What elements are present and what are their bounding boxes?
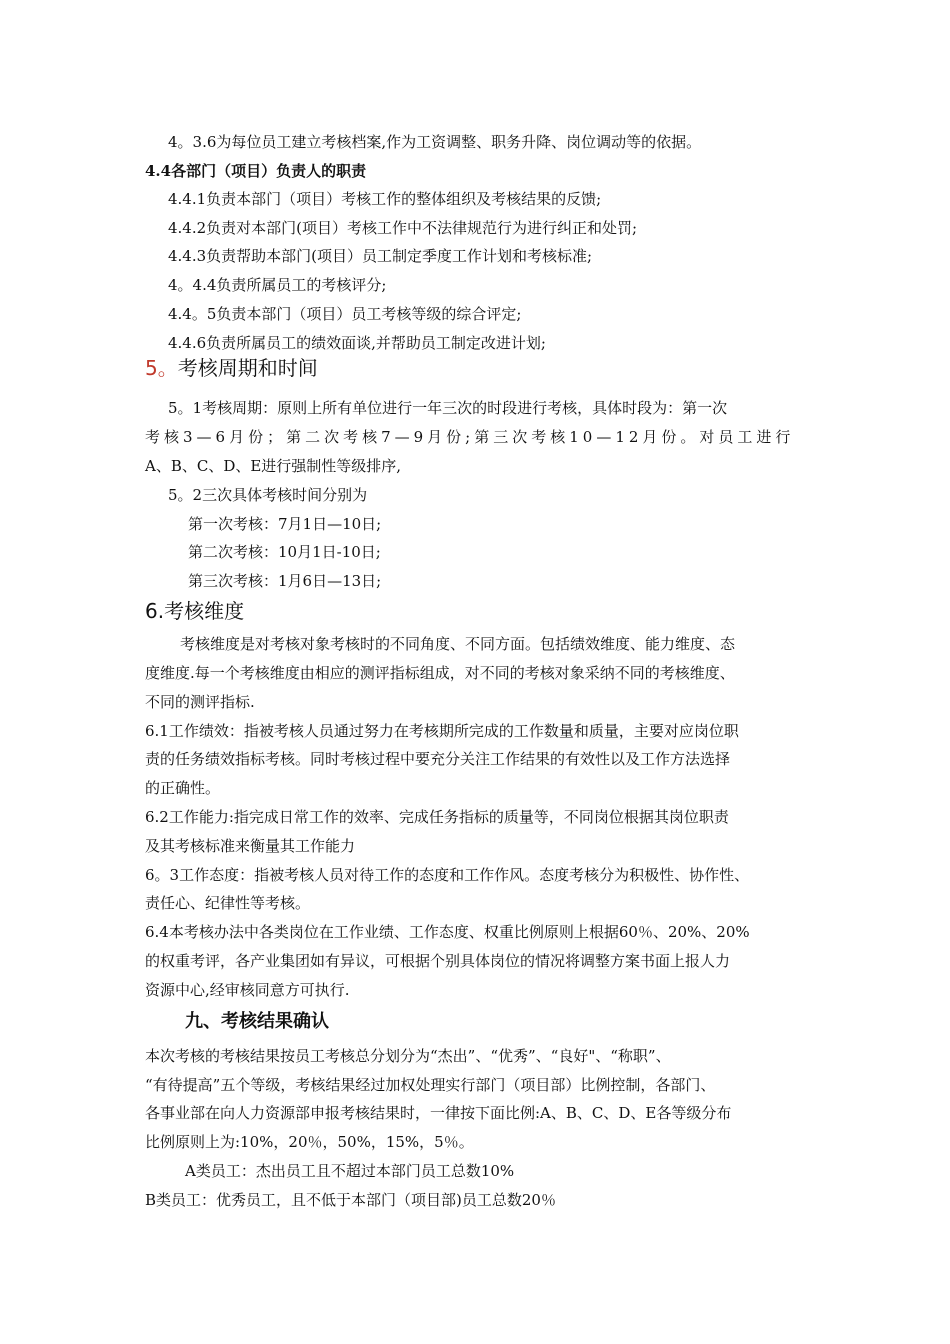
section-heading-9: 九、考核结果确认 [185,1011,329,1032]
clause-6-4-cont-1: 的权重考评，各产业集团如有异议，可根据个别具体岗位的情况将调整方案书面上报人力 [145,952,731,970]
clause-6-1-cont-1: 责的任务绩效指标考核。同时考核过程中要充分关注工作结果的有效性以及工作方法选择 [145,750,731,768]
clause-5-1: 5。1考核周期：原则上所有单位进行一年三次的时段进行考核，具体时段为：第一次 [168,399,728,417]
section-6-intro-cont-2: 不同的测评指标. [145,693,255,711]
section-9-para-3: 各事业部在向人力资源部申报考核结果时，一律按下面比例:A、B、C、D、E各等级分布 [145,1104,732,1122]
section-6-intro: 考核维度是对考核对象考核时的不同角度、不同方面。包括绩效维度、能力维度、态 [180,635,736,653]
clause-6-4: 6.4本考核办法中各类岗位在工作业绩、工作态度、权重比例原则上根据60％、20%、20% [145,923,750,941]
clause-6-3: 6。3工作态度：指被考核人员对待工作的态度和工作作风。态度考核分为积极性、协作性、 [145,866,750,884]
clause-4-4-4: 4。4.4负责所属员工的考核评分; [168,276,387,294]
section-9-para-1: 本次考核的考核结果按员工考核总分划分为“杰出”、“优秀”、“良好"、“称职”、 [145,1047,671,1065]
schedule-second: 第二次考核：10月1日-10日; [188,543,381,561]
section-heading-4-4: 4.4各部门（项目）负责人的职责 [145,162,367,180]
clause-5-1-cont-2: A、B、C、D、E进行强制性等级排序, [145,457,402,475]
clause-6-2: 6.2工作能力:指完成日常工作的效率、完成任务指标的质量等，不同岗位根据其岗位职责 [145,808,729,826]
clause-4-3-6: 4。3.6为每位员工建立考核档案,作为工资调整、职务升降、岗位调动等的依据。 [168,133,702,151]
clause-6-1-cont-2: 的正确性。 [145,779,221,797]
clause-4-4-3: 4.4.3负责帮助本部门(项目）员工制定季度工作计划和考核标准; [168,247,593,265]
clause-6-4-cont-2: 资源中心,经审核同意方可执行. [145,981,350,999]
schedule-third: 第三次考核：1月6日—13日; [188,572,382,590]
section-9-para-4: 比例原则上为:10%，20％，50%，15%，5％。 [145,1133,474,1151]
section-heading-5 [145,355,815,381]
section-title-5: 考核周期和时间 [177,356,318,380]
clause-4-4-1: 4.4.1负责本部门（项目）考核工作的整体组织及考核结果的反馈; [168,190,602,208]
section-9-para-2: “有待提高”五个等级，考核结果经过加权处理实行部门（项目部）比例控制，各部门、 [145,1076,716,1094]
section-6-intro-cont-1: 度维度.每一个考核维度由相应的测评指标组成，对不同的考核对象采纳不同的考核维度、 [145,664,735,682]
clause-5-2: 5。2三次具体考核时间分别为 [168,486,368,504]
clause-4-4-2: 4.4.2负责对本部门(项目）考核工作中不法律规范行为进行纠正和处罚; [168,219,638,237]
clause-5-1-cont-1: 考核3—6月份；第二次考核7—9月份;第三次考核10—12月份。对员工进行 [145,428,795,446]
clause-4-4-5: 4.4。5负责本部门（项目）员工考核等级的综合评定; [168,305,522,323]
grade-b-line: B类员工：优秀员工，且不低于本部门（项目部)员工总数20％ [145,1191,556,1209]
grade-a-line: A类员工：杰出员工且不超过本部门员工总数10% [185,1162,515,1180]
clause-6-2-cont: 及其考核标准来衡量其工作能力 [145,837,356,855]
section-number-5: 5。 [145,356,178,380]
clause-6-1: 6.1工作绩效：指被考核人员通过努力在考核期所完成的工作数量和质量，主要对应岗位职 [145,722,739,740]
schedule-first: 第一次考核：7月1日—10日; [188,515,382,533]
section-heading-6: 6.考核维度 [145,599,245,623]
clause-4-4-6: 4.4.6负责所属员工的绩效面谈,并帮助员工制定改进计划; [168,334,546,352]
clause-6-3-cont: 责任心、纪律性等考核。 [145,894,311,912]
